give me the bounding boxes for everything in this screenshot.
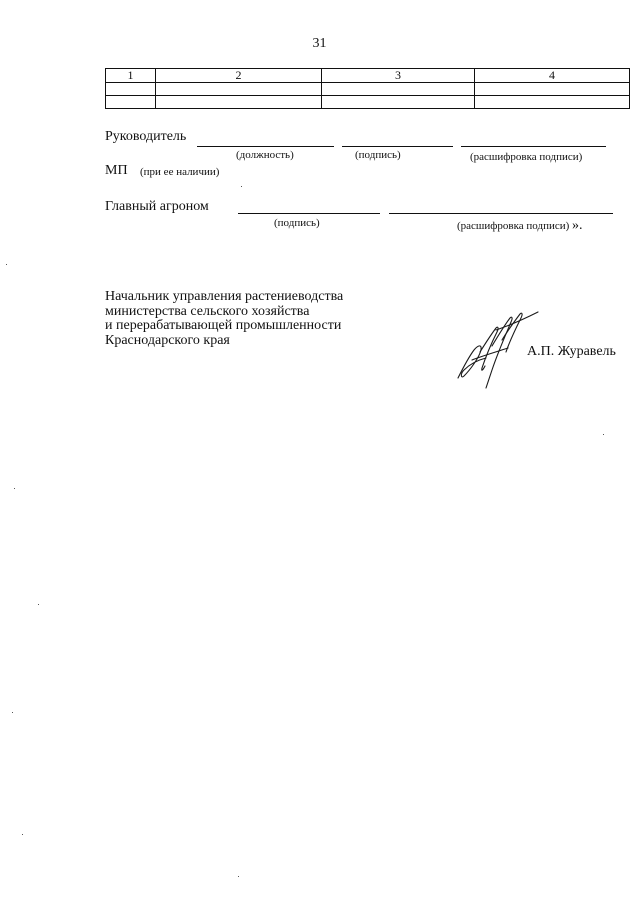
agronom-decoding-line [389,213,613,214]
position-title-line: министерства сельского хозяйства [105,303,310,319]
signer-name: А.П. Журавель [527,344,616,359]
mp-label: МП [105,163,128,178]
scan-speck [12,712,13,713]
table-row [106,83,630,96]
scan-speck [603,434,604,435]
table-header-cell: 2 [156,69,322,83]
page-number: 31 [312,36,327,51]
position-line [197,146,334,147]
agronom-signature-caption: (подпись) [274,217,320,229]
agronom-signature-line [238,213,380,214]
table-header-cell: 3 [322,69,475,83]
signature-line [342,146,453,147]
position-caption: (должность) [236,149,294,161]
scan-speck [22,834,23,835]
decoding-caption: (расшифровка подписи) [470,151,583,163]
decoding-line [461,146,606,147]
table-cell [475,96,630,109]
form-table [105,68,630,109]
table-cell [322,83,475,96]
position-title-line: Начальник управления растениеводства [105,289,344,304]
signature-caption: (подпись) [355,149,401,161]
scan-speck [38,604,39,605]
table-cell [156,96,322,109]
scan-speck [6,264,7,265]
position-title-line: Краснодарского края [105,332,230,348]
rukovoditel-label: Руководитель [105,129,187,144]
table-header-cell: 1 [106,69,156,83]
table-header-cell: 4 [475,69,630,83]
table-header-row [106,69,630,83]
table-cell [156,83,322,96]
table-cell [475,83,630,96]
closing-quote: ». [572,218,583,233]
agronom-label: Главный агроном [105,199,209,214]
table-cell [106,96,156,109]
agronom-decoding-caption: (расшифровка подписи) ». [457,218,583,233]
scan-speck [14,488,15,489]
scan-speck [238,876,239,877]
table-cell [106,83,156,96]
table-row [106,96,630,109]
signature-block [105,290,343,348]
position-title-line: и перерабатывающей промышленности [105,318,342,333]
mp-note: (при ее наличии) [140,166,220,178]
table-cell [322,96,475,109]
scan-speck [241,186,242,187]
